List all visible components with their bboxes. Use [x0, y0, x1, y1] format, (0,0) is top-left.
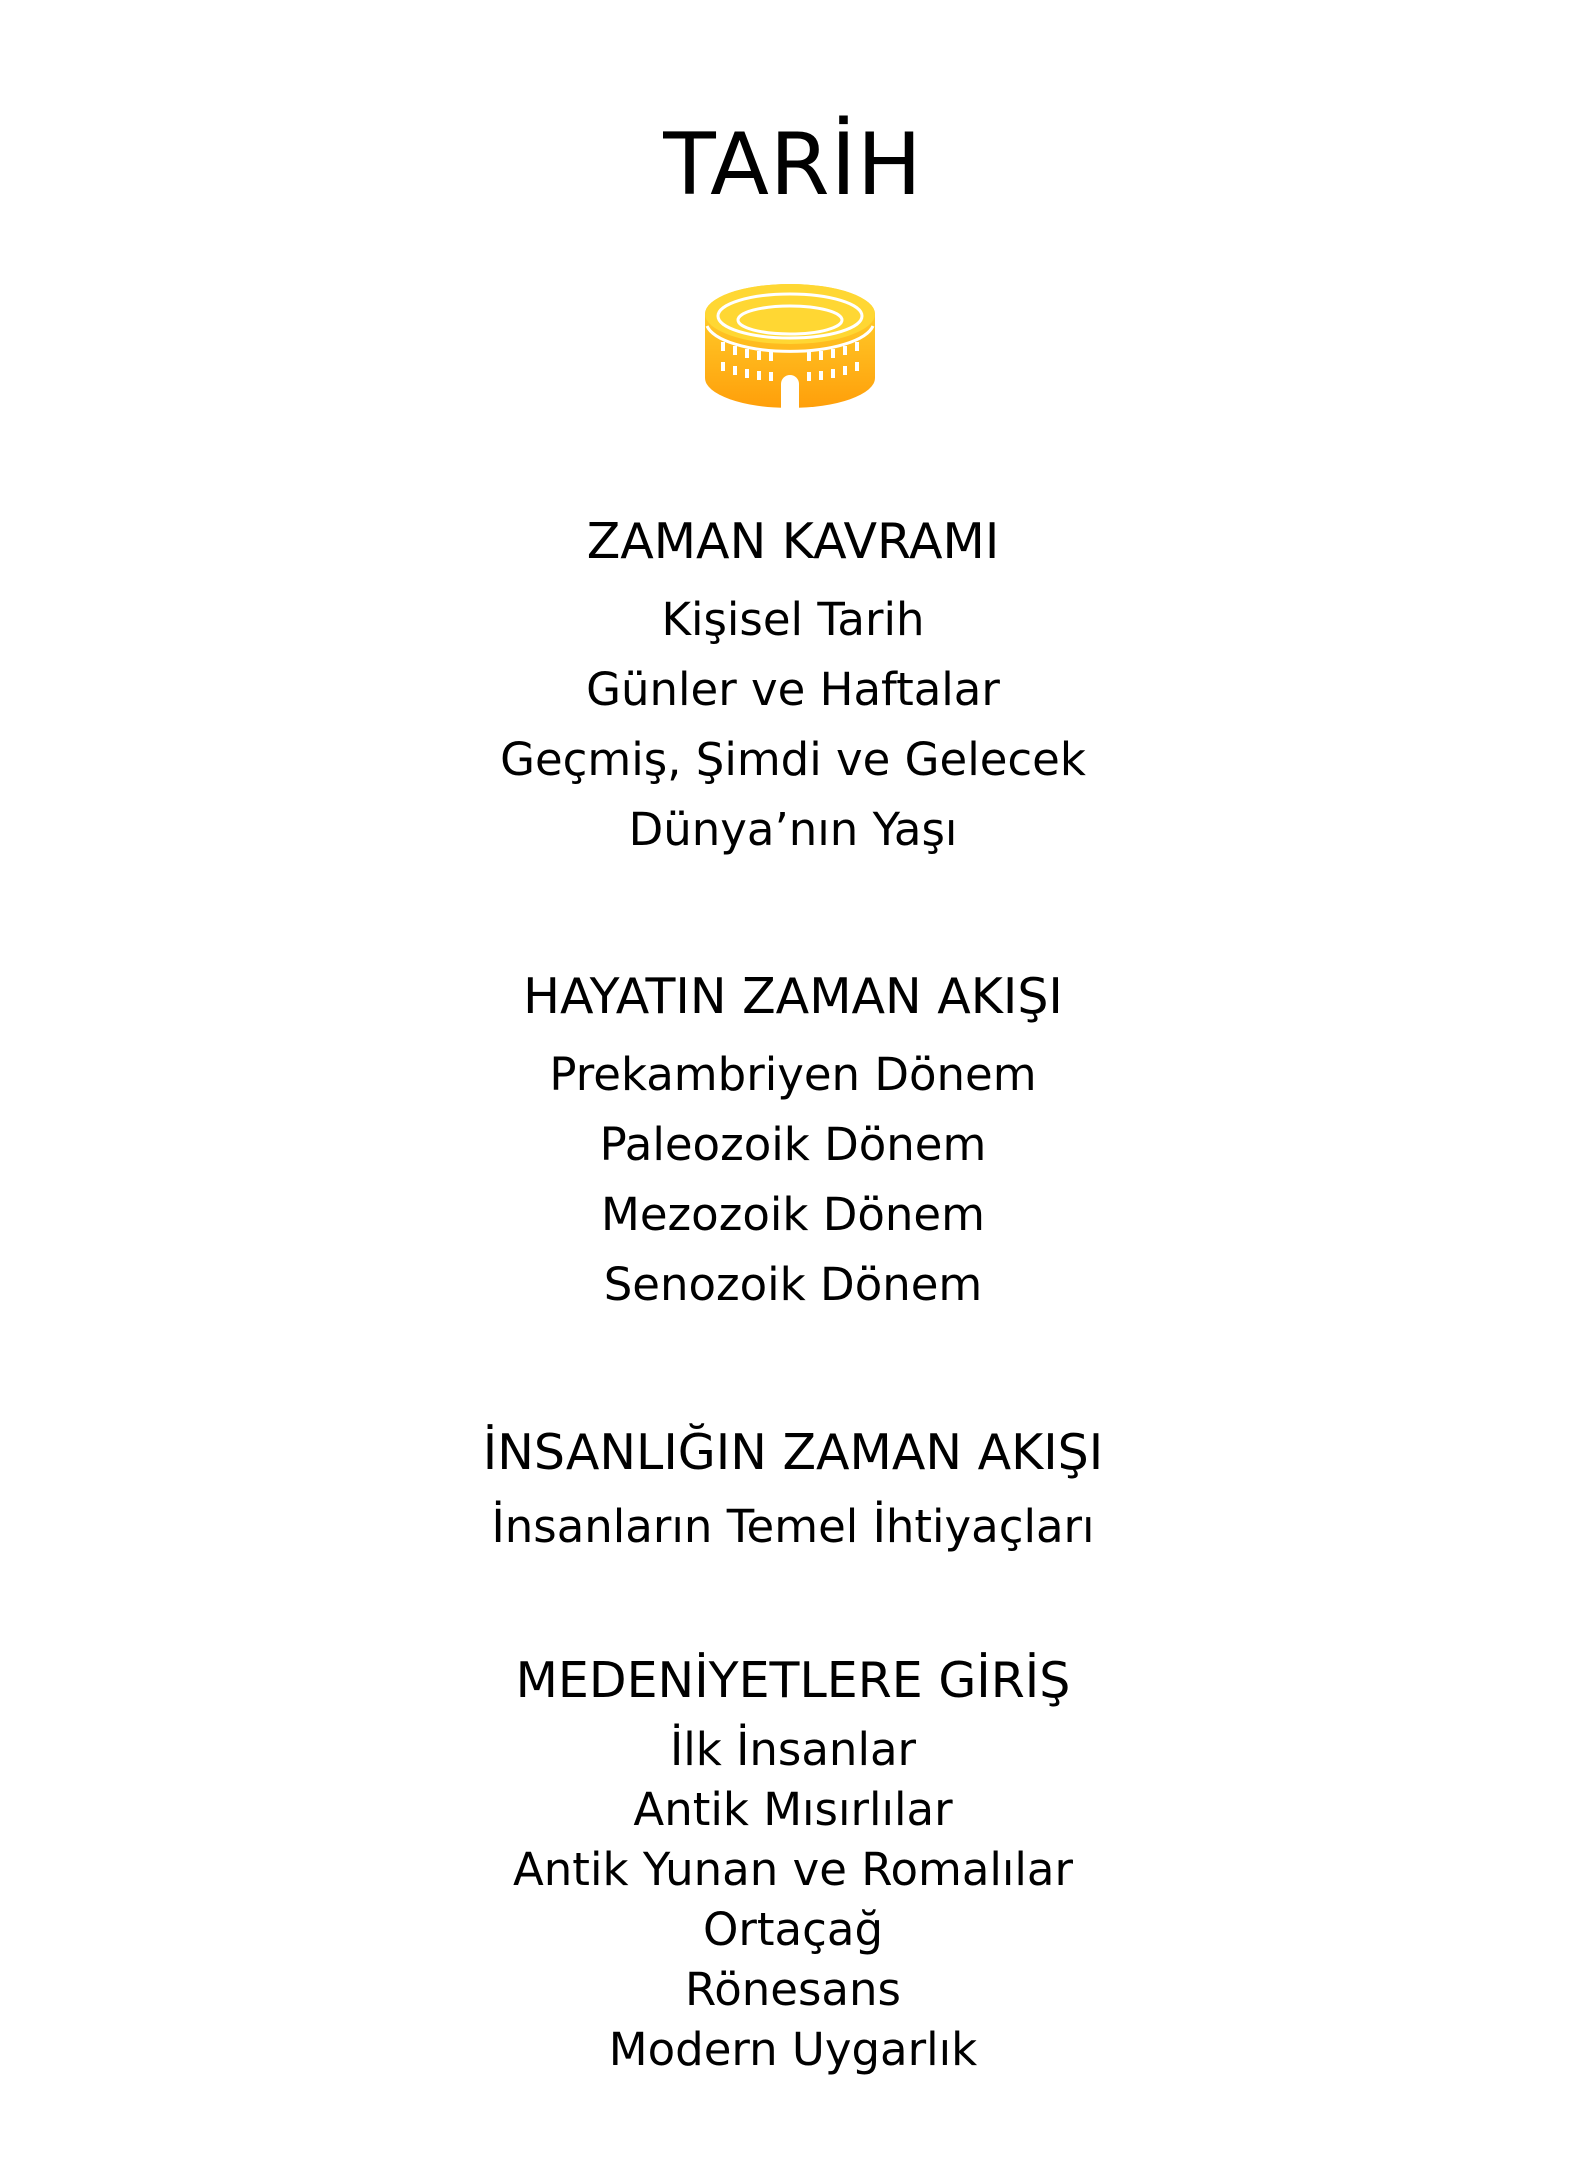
topic-item[interactable]: İnsanların Temel İhtiyaçları — [491, 1500, 1095, 1553]
topic-item[interactable]: Günler ve Haftalar — [586, 663, 1000, 716]
section-heading: MEDENİYETLERE GİRİŞ — [515, 1652, 1071, 1709]
section-zaman-kavrami — [0, 507, 1586, 865]
section-insanligin-zaman-akisi — [0, 1418, 1586, 1562]
section-medeniyetlere-giris — [0, 1646, 1586, 2080]
topic-item[interactable]: Modern Uygarlık — [608, 2023, 978, 2076]
topic-item[interactable]: İlk İnsanlar — [669, 1723, 917, 1776]
topic-item[interactable]: Antik Mısırlılar — [633, 1783, 953, 1836]
topic-item[interactable]: Paleozoik Dönem — [599, 1118, 987, 1171]
section-hayatin-zaman-akisi — [0, 962, 1586, 1320]
topic-item[interactable]: Geçmiş, Şimdi ve Gelecek — [500, 733, 1086, 786]
topic-item[interactable]: Prekambriyen Dönem — [549, 1048, 1037, 1101]
topic-list — [0, 585, 1586, 865]
topic-item[interactable]: Rönesans — [685, 1963, 901, 2016]
topic-item[interactable]: Mezozoik Dönem — [601, 1188, 985, 1241]
topic-item[interactable]: Ortaçağ — [702, 1903, 884, 1956]
section-heading: İNSANLIĞIN ZAMAN AKIŞI — [482, 1424, 1104, 1481]
topic-list — [0, 1492, 1586, 1562]
section-heading: HAYATIN ZAMAN AKIŞI — [523, 968, 1063, 1025]
topic-list — [0, 1040, 1586, 1320]
section-heading: ZAMAN KAVRAMI — [586, 513, 1000, 570]
colosseum-icon — [703, 276, 877, 410]
topic-item[interactable]: Dünya’nın Yaşı — [628, 803, 958, 856]
page-title: TARİH — [663, 115, 923, 215]
topic-item[interactable]: Senozoik Dönem — [603, 1258, 983, 1311]
topic-item[interactable]: Antik Yunan ve Romalılar — [513, 1843, 1073, 1896]
topic-list — [0, 1720, 1586, 2080]
topic-item[interactable]: Kişisel Tarih — [661, 593, 925, 646]
